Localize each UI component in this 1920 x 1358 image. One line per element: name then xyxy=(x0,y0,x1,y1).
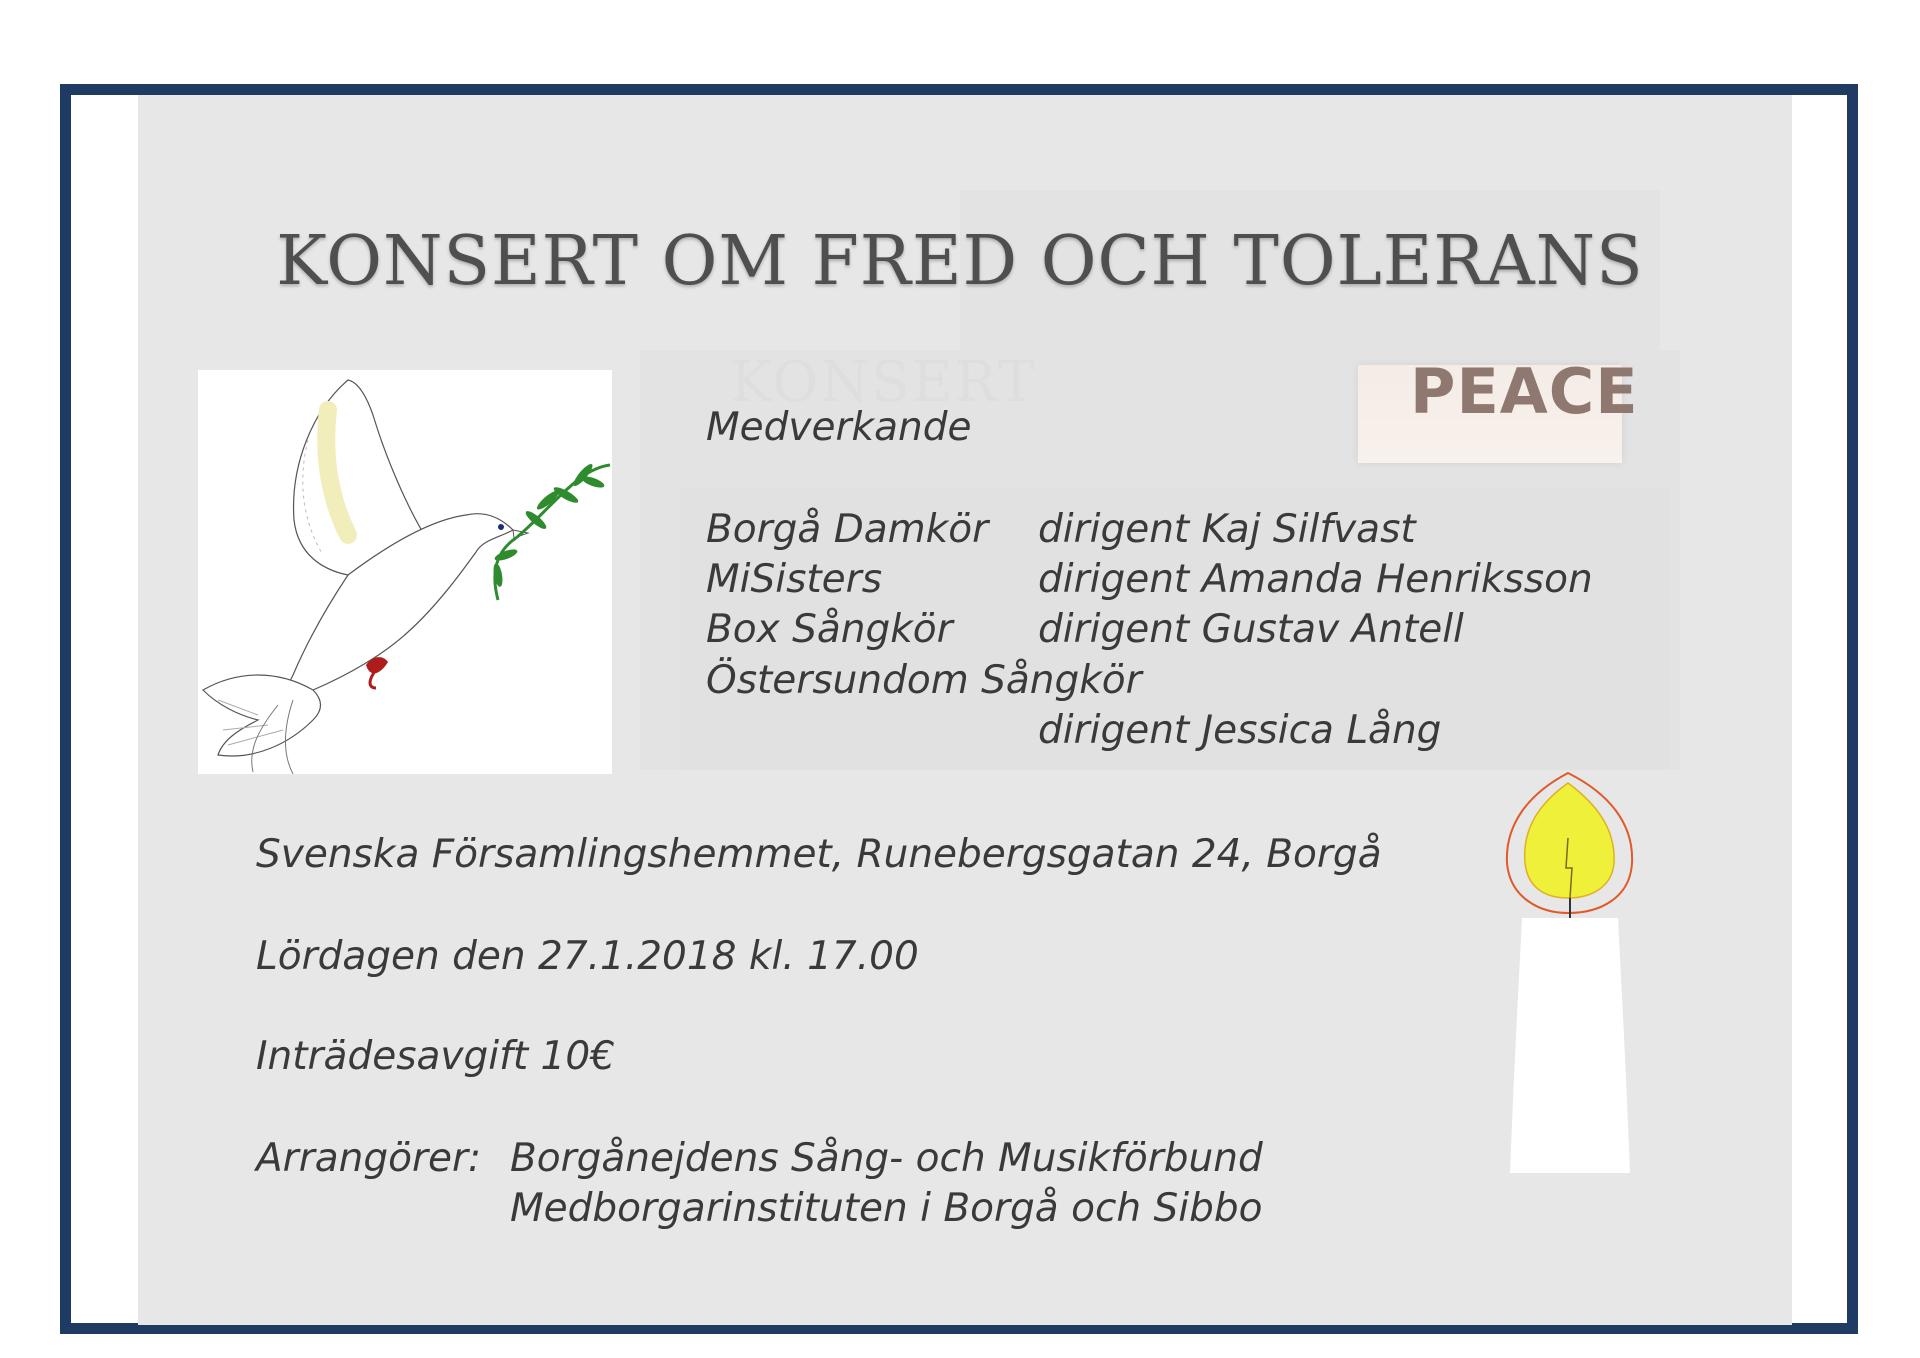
choir-name: Box Sångkör xyxy=(706,607,953,652)
choir-conductor: dirigent Jessica Lång xyxy=(1038,708,1442,753)
dove-image xyxy=(198,370,612,774)
organizers-label: Arrangörer: xyxy=(256,1136,482,1181)
choir-conductor: dirigent Kaj Silfvast xyxy=(1038,507,1416,552)
participants-heading: Medverkande xyxy=(706,405,972,450)
dove-icon xyxy=(198,370,612,774)
event-datetime: Lördagen den 27.1.2018 kl. 17.00 xyxy=(256,934,919,979)
ghost-word: KONSERT xyxy=(730,350,1038,415)
page-title: KONSERT OM FRED OCH TOLERANS xyxy=(276,222,1644,301)
entrance-fee: Inträdesavgift 10€ xyxy=(256,1034,615,1079)
candle-image xyxy=(1490,768,1650,1192)
choir-name: MiSisters xyxy=(706,557,883,602)
choir-conductor: dirigent Gustav Antell xyxy=(1038,607,1464,652)
organizer: Medborgarinstituten i Borgå och Sibbo xyxy=(510,1186,1263,1231)
choir-name: Borgå Damkör xyxy=(706,507,989,552)
venue: Svenska Församlingshemmet, Runebergsgatan 24, Borgå xyxy=(256,832,1382,877)
choir-conductor: dirigent Amanda Henriksson xyxy=(1038,557,1593,602)
candle-icon xyxy=(1490,768,1650,1188)
choir-name: Östersundom Sångkör xyxy=(706,658,1142,703)
organizer: Borgånejdens Sång- och Musikförbund xyxy=(510,1136,1263,1181)
peace-label: PEACE xyxy=(1410,355,1639,428)
